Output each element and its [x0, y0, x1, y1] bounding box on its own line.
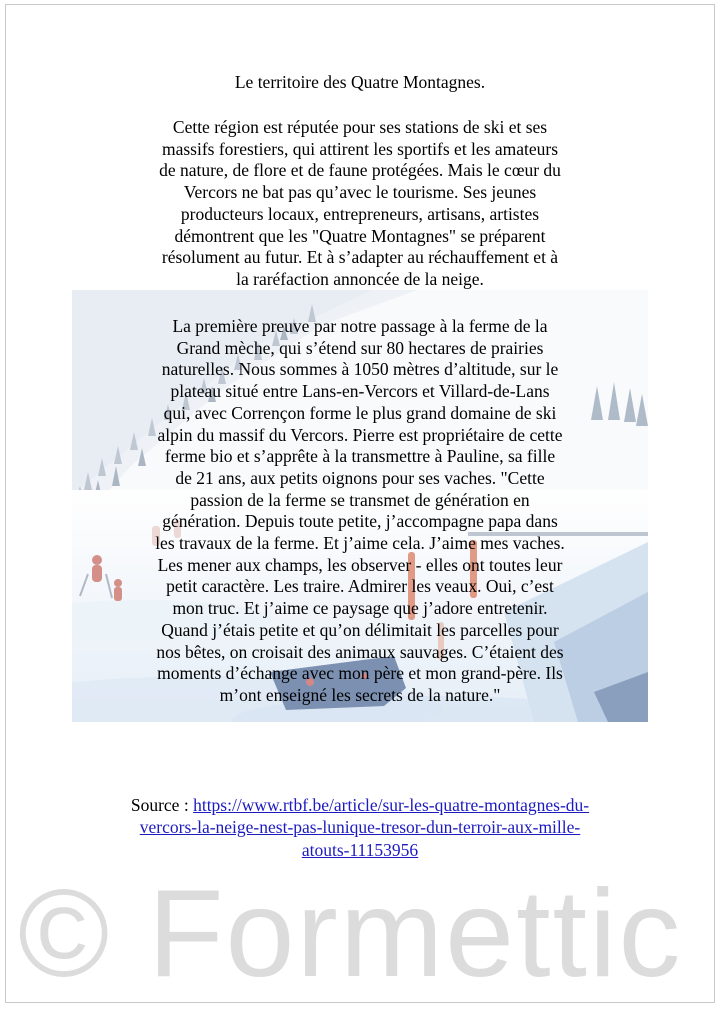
text-line: résolument au futur. Et à s’adapter au réchauffement et à: [161, 247, 559, 268]
text-line: naturelles. Nous sommes à 1050 mètres d’altitude, sur le: [161, 359, 559, 380]
text-line: La première preuve par notre passage à la ferme de la: [172, 316, 548, 336]
text-line: plateau situé entre Lans-en-Vercors et Villard-de-Lans: [170, 381, 550, 402]
text-line: m’ont enseigné les secrets de la nature.": [219, 684, 501, 705]
text-line: Cette région est réputée pour ses stations de ski et ses: [172, 117, 548, 137]
text-line: Grand mèche, qui s’étend sur 80 hectares de prairies: [176, 337, 544, 358]
text-line: les travaux de la ferme. Et j’aime cela. J’aime mes vaches.: [155, 533, 565, 554]
text-line: petit caractère. Les traire. Admirer les veaux. Oui, c’est: [166, 576, 554, 597]
page-title: Le territoire des Quatre Montagnes.: [234, 72, 486, 92]
text-line: génération. Depuis toute petite, j’accompagne papa dans: [162, 511, 558, 532]
text-line: Vercors ne bat pas qu’avec le tourisme. Ses jeunes: [183, 182, 537, 203]
text-line: alpin du massif du Vercors. Pierre est propriétaire de cette: [157, 424, 563, 445]
text-line: nos bêtes, on croisait des animaux sauvages. C’étaient des: [156, 641, 564, 662]
intro-paragraph: [90, 117, 630, 291]
text-line: de nature, de flore et de faune protégées. Mais le cœur du: [159, 160, 561, 181]
text-line: qui, avec Corrençon forme le plus grand domaine de ski: [163, 402, 557, 423]
source-label: Source :: [130, 795, 194, 815]
watermark-formettic: © Formettic: [18, 865, 683, 1003]
source-link[interactable]: https://www.rtbf.be/article/sur-les-quatre-montagnes-du-vercors-la-neige-nest-pas-lunique-tresor-dun-terroir-aux-mille-atouts-11153956: [139, 795, 590, 860]
farm-paragraph: [90, 316, 630, 707]
text-line: ferme bio et s’apprête à la transmettre à Pauline, sa fille: [164, 446, 556, 467]
source-line: [120, 794, 600, 861]
text-line: mon truc. Et j’aime ce paysage que j’adore entretenir.: [172, 598, 548, 619]
text-line: moments d’échange avec mon père et mon grand-père. Ils: [157, 663, 563, 684]
text-line: Quand j’étais petite et qu’on délimitait les parcelles pour: [161, 619, 559, 640]
text-line: de 21 ans, aux petits oignons pour ses vaches. "Cette: [175, 467, 545, 488]
text-line: démontrent que les "Quatre Montagnes" se préparent: [174, 225, 546, 246]
text-line: Les mener aux champs, les observer - elles ont toutes leur: [157, 554, 563, 575]
text-line: massifs forestiers, qui attirent les sportifs et les amateurs: [161, 138, 559, 159]
text-line: passion de la ferme se transmet de génération en: [190, 489, 530, 510]
text-line: la raréfaction annoncée de la neige.: [236, 268, 484, 289]
text-line: producteurs locaux, entrepreneurs, artisans, artistes: [180, 203, 540, 224]
